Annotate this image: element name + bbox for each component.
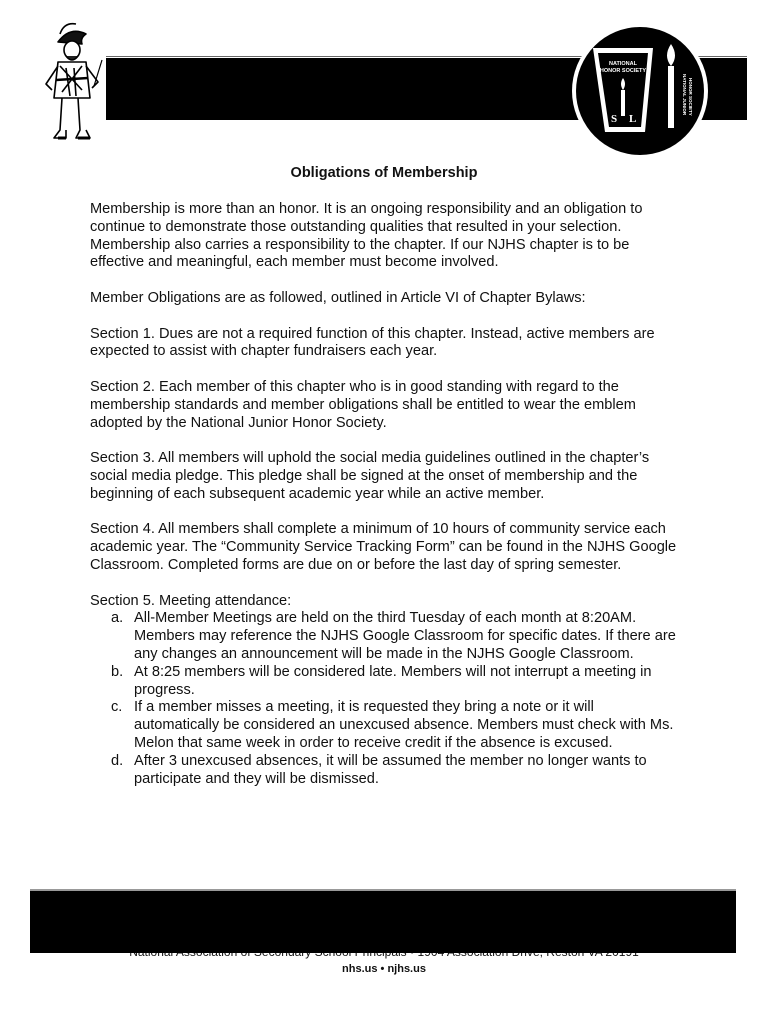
nhs-njhs-seal-logo (571, 22, 709, 160)
svg-text:HONOR SOCIETY: HONOR SOCIETY (688, 78, 693, 116)
list-marker: b. (111, 663, 124, 680)
section-1: Section 1. Dues are not a required function of this chapter. Instead, active members are expected to assist with chapter fundraisers each year. (90, 325, 655, 360)
section-5-heading: Section 5. Meeting attendance: (90, 592, 292, 609)
svg-text:L: L (629, 113, 637, 125)
section-3: Section 3. All members will uphold the social media guidelines outlined in the chapter’s social media pledge. This pledge shall be signed at the onset of membership and the beginning of each subsequent academic year while an active member. (90, 450, 650, 502)
list-item-text: All-Member Meetings are held on the third Tuesday of each month at 8:20AM. Members may reference the NJHS Google Classroom for specific dates. If there are any changes an announcement will be made in the NJHS Google Classroom. (134, 610, 676, 662)
svg-text:HONOR SOCIETY: HONOR SOCIETY (599, 68, 647, 74)
document-body (90, 201, 680, 788)
list-item-text: If a member misses a meeting, it is requested they bring a note or it will automatically be considered an unexcused absence. Members must check with Ms. Melon that same week in order to receive credit if the absence is excused. (134, 699, 674, 751)
svg-text:NATIONAL JUNIOR: NATIONAL JUNIOR (682, 74, 687, 116)
list-item-text: After 3 unexcused absences, it will be assumed the member no longer wants to participate and they will be dismissed. (134, 752, 647, 787)
list-item (111, 699, 680, 752)
list-item (111, 610, 680, 663)
list-marker: c. (111, 699, 123, 716)
svg-text:NATIONAL: NATIONAL (608, 61, 638, 67)
pirate-mascot-illustration (36, 20, 106, 146)
list-item (111, 663, 680, 700)
section-5-list (90, 610, 680, 788)
intro-paragraph: Membership is more than an honor. It is an ongoing responsibility and an obligation to continue to demonstrate those outstanding qualities that resulted in your selection. Membership also carries a responsibility to the chapter. If our NJHS chapter is to be effective and meaningful, each member must become involved. (90, 201, 643, 271)
footer-band (30, 891, 736, 953)
section-4: Section 4. All members shall complete a minimum of 10 hours of community service each academic year. The “Community Service Tracking Form” can be found in the NJHS Google Classroom. Completed forms are due on or before the last day of spring semester. (90, 521, 677, 573)
list-marker: d. (111, 752, 124, 769)
list-marker: a. (111, 610, 124, 627)
obligations-lead: Member Obligations are as followed, outlined in Article VI of Chapter Bylaws: (90, 289, 586, 306)
document-title: Obligations of Membership (290, 165, 478, 181)
list-item-text: At 8:25 members will be considered late. Members will not interrupt a meeting in progress. (134, 663, 652, 698)
list-item (111, 752, 680, 789)
footer-links: nhs.us • njhs.us (342, 963, 426, 975)
svg-text:S: S (611, 113, 618, 125)
section-2: Section 2. Each member of this chapter who is in good standing with regard to the membership standards and member obligations shall be entitled to wear the emblem adopted by the National Junior Honor Society. (90, 378, 636, 431)
